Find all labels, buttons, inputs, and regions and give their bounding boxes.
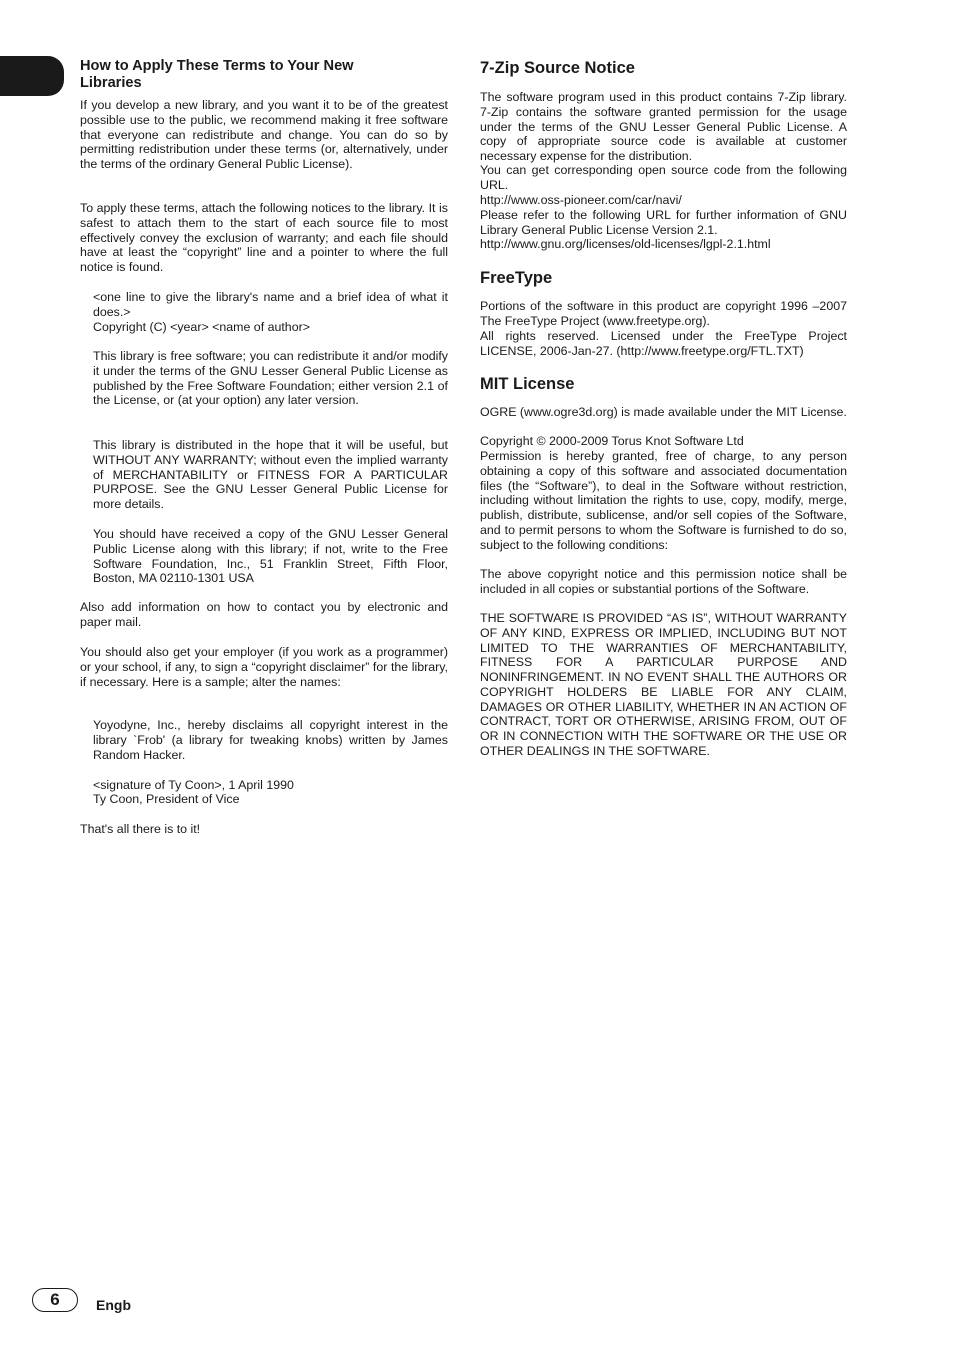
zip-paragraph-3: Please refer to the following URL for further information of GNU Library General Public License Version 2.1. [480, 208, 847, 237]
contact-info-paragraph: Also add information on how to contact you by electronic and paper mail. [80, 600, 448, 629]
zip-notice-heading: 7-Zip Source Notice [480, 59, 635, 77]
disclaimer-sample: Yoyodyne, Inc., hereby disclaims all copyright interest in the library `Frob' (a library for tweaking knobs) written by James Random Hacker. [93, 718, 448, 762]
language-label: Engb [96, 1297, 131, 1313]
page-number-badge: 6 [32, 1288, 78, 1312]
zip-source-url: http://www.oss-pioneer.com/car/navi/ [480, 193, 682, 207]
notice-copyright-line: Copyright (C) <year> <name of author> [93, 320, 310, 334]
notice-library-name: <one line to give the library's name and a brief idea of what it does.> [93, 290, 448, 319]
notice-received-copy: You should have received a copy of the GNU Lesser General Public License along with this library; if not, write to the Free Software Foundation, Inc., 51 Franklin Street, Fifth Floor, Boston, MA 02110-1301 USA [93, 527, 448, 586]
closing-line: That's all there is to it! [80, 822, 201, 836]
freetype-paragraph-2: All rights reserved. Licensed under the FreeType Project LICENSE, 2006-Jan-27. (http://www.freetype.org/FTL.TXT) [480, 329, 847, 358]
notice-no-warranty: This library is distributed in the hope that it will be useful, but WITHOUT ANY WARRANTY; without even the implied warranty of MERCHANTABILITY or FITNESS FOR A PARTICULAR PURPOSE. See the GNU Lesser General Public License for more details. [93, 438, 448, 511]
mit-paragraph-1: OGRE (www.ogre3d.org) is made available under the MIT License. [480, 405, 847, 419]
mit-notice-paragraph: The above copyright notice and this permission notice shall be included in all copies or substantial portions of the Software. [480, 567, 847, 596]
mit-license-heading: MIT License [480, 375, 575, 393]
signature-title: Ty Coon, President of Vice [93, 792, 240, 806]
mit-permission-paragraph: Permission is hereby granted, free of charge, to any person obtaining a copy of this software and associated documentation files (the “Software”), to deal in the Software without restriction, including without limitation the rights to use, copy, modify, merge, publish, distribute, sublicense, and/or sell copies of the Software, and to permit persons to whom the Software is furnished to do so, subject to the following conditions: [480, 449, 847, 552]
freetype-paragraph-1: Portions of the software in this product are copyright 1996 –2007 The FreeType Project (www.freetype.org). [480, 299, 847, 328]
mit-warranty-disclaimer: THE SOFTWARE IS PROVIDED “AS IS”, WITHOUT WARRANTY OF ANY KIND, EXPRESS OR IMPLIED, INCLUDING BUT NOT LIMITED TO THE WARRANTIES OF MERCHANTABILITY, FITNESS FOR A PARTICULAR PURPOSE AND NONINFRINGEMENT. IN NO EVENT SHALL THE AUTHORS OR COPYRIGHT HOLDERS BE LIABLE FOR ANY CLAIM, DAMAGES OR OTHER LIABILITY, WHETHER IN AN ACTION OF CONTRACT, TORT OR OTHERWISE, ARISING FROM, OUT OF OR IN CONNECTION WITH THE SOFTWARE OR THE USE OR OTHER DEALINGS IN THE SOFTWARE. [480, 611, 847, 758]
lgpl-intro-paragraph: If you develop a new library, and you want it to be of the greatest possible use to the public, we recommend making it free software that everyone can redistribute and change. You can do so by permitting redistribution under these terms (or, alternatively, under the terms of the ordinary General Public License). [80, 98, 448, 171]
lgpl-attach-paragraph: To apply these terms, attach the following notices to the library. It is safest to attach them to the start of each source file to most effectively convey the exclusion of warranty; and each file should have at least the “copyright” line and a pointer to where the full notice is found. [80, 201, 448, 274]
lgpl-apply-heading: How to Apply These Terms to Your New Libraries [80, 58, 354, 91]
notice-free-software: This library is free software; you can redistribute it and/or modify it under the terms of the GNU Lesser General Public License as published by the Free Software Foundation; either version 2.1 of the License, or (at your option) any later version. [93, 349, 448, 408]
zip-license-url: http://www.gnu.org/licenses/old-licenses/lgpl-2.1.html [480, 237, 771, 251]
disclaimer-paragraph: You should also get your employer (if you work as a programmer) or your school, if any, to sign a “copyright disclaimer” for the library, if necessary. Here is a sample; alter the names: [80, 645, 448, 689]
zip-paragraph-1: The software program used in this product contains 7-Zip library. 7-Zip contains the software granted permission for the usage under the terms of the GNU Lesser General Public License. A copy of appropriate source code is available at customer necessary expense for the distribution. [480, 90, 847, 163]
zip-paragraph-2: You can get corresponding open source code from the following URL. [480, 163, 847, 192]
mit-copyright-line: Copyright © 2000-2009 Torus Knot Software Ltd [480, 434, 744, 448]
section-tab-marker [0, 56, 64, 96]
freetype-heading: FreeType [480, 269, 553, 287]
signature-line: <signature of Ty Coon>, 1 April 1990 [93, 778, 294, 792]
